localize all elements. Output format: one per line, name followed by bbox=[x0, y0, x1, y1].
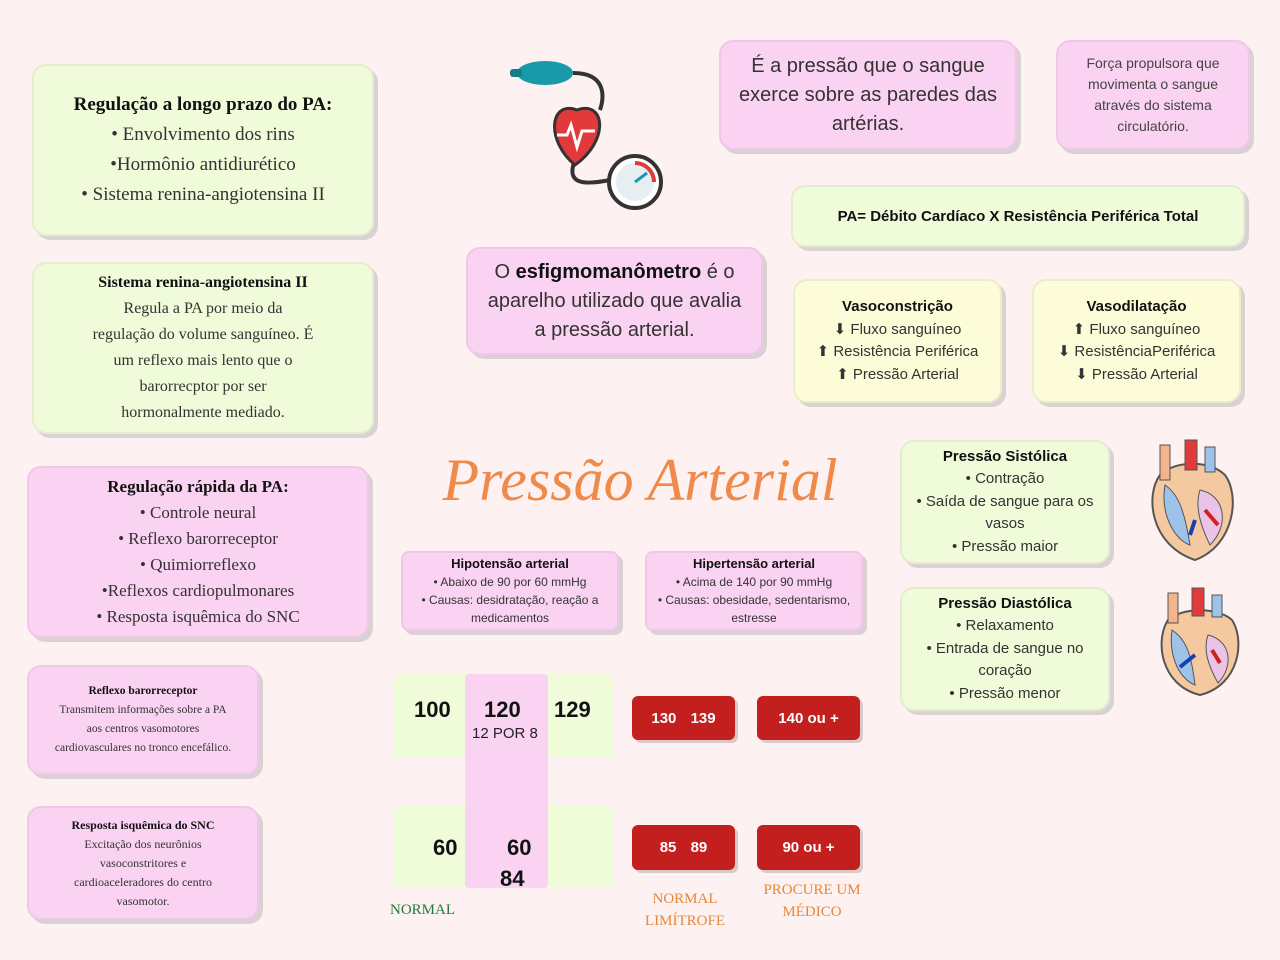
list-item: ⬇ Pressão Arterial bbox=[1075, 365, 1198, 383]
text-line: Transmitem informações sobre a PA bbox=[59, 704, 227, 716]
snc-box bbox=[27, 806, 259, 920]
text-line: vasomotor. bbox=[116, 893, 170, 908]
list-item: • Abaixo de 90 por 60 mmHg bbox=[433, 575, 587, 589]
formula-box bbox=[791, 185, 1245, 247]
page-title: Pressão Arterial bbox=[442, 447, 838, 513]
heading: Pressão Diastólica bbox=[938, 594, 1072, 612]
text-line: Excitação dos neurônios bbox=[84, 836, 202, 851]
rapid-regulation-box bbox=[27, 466, 369, 638]
high-dia-badge: 90 ou + bbox=[757, 825, 860, 870]
long-term-regulation-box bbox=[32, 64, 374, 236]
text-line: um reflexo mais lento que o bbox=[113, 352, 293, 369]
heading: Vasodilatação bbox=[1086, 298, 1187, 315]
list-item: • Pressão menor bbox=[949, 684, 1061, 702]
list-item: • Causas: obesidade, sedentarismo, bbox=[657, 593, 851, 607]
limitrofe-dia-badge: 85 89 bbox=[632, 825, 735, 870]
sys-120: 120 bbox=[484, 697, 521, 722]
list-item: • Quimiorreflexo bbox=[140, 555, 256, 574]
force-box bbox=[1056, 40, 1250, 150]
heading: Reflexo barorreceptor bbox=[88, 685, 198, 697]
heart-systole-icon bbox=[1140, 435, 1245, 565]
list-item: • Reflexo barorreceptor bbox=[118, 529, 278, 548]
list-item: ⬇ ResistênciaPeriférica bbox=[1057, 343, 1216, 360]
text-line: Regula a PA por meio da bbox=[123, 300, 283, 317]
text-line: hormonalmente mediado. bbox=[121, 404, 285, 421]
list-item: • Saída de sangue para os bbox=[916, 492, 1094, 510]
sphygmomanometer-icon bbox=[505, 55, 670, 215]
list-item: • Sistema renina-angiotensina II bbox=[81, 184, 325, 205]
heading: Regulação rápida da PA: bbox=[107, 477, 289, 496]
list-item: • Relaxamento bbox=[956, 617, 1054, 635]
text-line: aos centros vasomotores bbox=[86, 723, 200, 735]
definition-box bbox=[719, 40, 1017, 150]
list-item: ⬆ Fluxo sanguíneo bbox=[1072, 320, 1201, 338]
list-item: • Contração bbox=[965, 470, 1045, 488]
heading: Regulação a longo prazo do PA: bbox=[73, 94, 333, 115]
text-line: a pressão arterial. bbox=[534, 318, 695, 341]
baroreceptor-box bbox=[27, 665, 259, 775]
high-sys-badge: 140 ou + bbox=[757, 696, 860, 740]
list-item: •Hormônio antidiurético bbox=[110, 154, 296, 175]
heading: Pressão Sistólica bbox=[942, 447, 1068, 465]
list-item: • Causas: desidratação, reação a bbox=[421, 593, 599, 607]
dia-60-a: 60 bbox=[433, 835, 458, 860]
hypertension-box bbox=[645, 551, 863, 631]
list-item: • Resposta isquêmica do SNC bbox=[96, 607, 300, 626]
text-line: O esfigmomanômetro é o bbox=[494, 260, 735, 283]
vasodilation-box bbox=[1032, 279, 1241, 403]
text-line: aparelho utilizado que avalia bbox=[487, 289, 742, 312]
text-line: movimenta o sangue bbox=[1088, 76, 1218, 92]
text-line: exerce sobre as paredes das bbox=[739, 83, 997, 106]
list-item: • Envolvimento dos rins bbox=[111, 124, 295, 145]
list-item: vasos bbox=[985, 515, 1025, 533]
esfigmomanometro-box bbox=[466, 247, 763, 355]
text-line: circulatório. bbox=[1117, 118, 1189, 134]
list-item: ⬇ Fluxo sanguíneo bbox=[833, 320, 962, 338]
normal-label: NORMAL bbox=[390, 902, 456, 918]
text-line: É a pressão que o sangue bbox=[751, 54, 985, 77]
vasoconstriction-box bbox=[793, 279, 1002, 403]
heading: Hipertensão arterial bbox=[692, 556, 816, 571]
limitrofe-label: NORMAL LIMÍTROFE bbox=[645, 891, 725, 929]
text-line: regulação do volume sanguíneo. É bbox=[92, 326, 314, 343]
text-line: vasoconstritores e bbox=[99, 855, 187, 870]
medico-label: PROCURE UM MÉDICO bbox=[763, 882, 861, 920]
limitrofe-sys-badge: 130 139 bbox=[632, 696, 735, 740]
heading: Sistema renina-angiotensina II bbox=[98, 274, 308, 291]
list-item: ⬆ Pressão Arterial bbox=[836, 365, 959, 383]
text-line: Força propulsora que bbox=[1086, 55, 1220, 71]
sys-100: 100 bbox=[414, 697, 451, 722]
text-line: através do sistema bbox=[1094, 97, 1212, 113]
text-line: cardioaceleradores do centro bbox=[74, 874, 212, 889]
sraa-box bbox=[32, 262, 374, 434]
formula-text: PA= Débito Cardíaco X Resistência Periférica Total bbox=[837, 207, 1199, 225]
list-item: • Acima de 140 por 90 mmHg bbox=[675, 575, 833, 589]
heading: Resposta isquêmica do SNC bbox=[71, 817, 215, 832]
text-line: barorrecptor por ser bbox=[139, 378, 267, 395]
diastolic-box bbox=[900, 587, 1110, 711]
sys-note: 12 POR 8 bbox=[472, 725, 538, 742]
heart-diastole-icon bbox=[1150, 585, 1250, 700]
list-item: coração bbox=[978, 662, 1032, 680]
text-line: artérias. bbox=[831, 112, 905, 135]
list-item: ⬆ Resistência Periférica bbox=[816, 343, 979, 360]
list-item: • Controle neural bbox=[139, 503, 257, 522]
heading: Hipotensão arterial bbox=[451, 556, 569, 571]
hypotension-box bbox=[401, 551, 619, 631]
dia-60-b: 60 bbox=[507, 835, 532, 860]
list-item: • Entrada de sangue no bbox=[926, 639, 1084, 657]
list-item: estresse bbox=[731, 611, 777, 625]
list-item: medicamentos bbox=[470, 611, 550, 625]
sys-129: 129 bbox=[554, 697, 591, 722]
dia-84: 84 bbox=[500, 866, 525, 891]
systolic-box bbox=[900, 440, 1110, 564]
list-item: •Reflexos cardiopulmonares bbox=[101, 581, 295, 600]
heading: Vasoconstrição bbox=[842, 298, 953, 315]
text-line: cardiovasculares no tronco encefálico. bbox=[54, 742, 232, 754]
list-item: • Pressão maior bbox=[951, 537, 1059, 555]
